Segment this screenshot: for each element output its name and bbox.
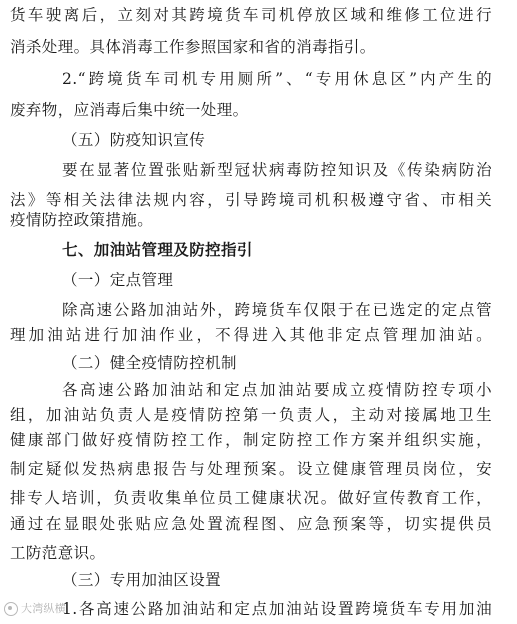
paragraph-line: 除高速公路加油站外，跨境货车仅限于在已选定的定点管: [62, 301, 492, 319]
paragraph-line: 2.“跨境货车司机专用厕所”、“专用休息区”内产生的: [62, 70, 492, 88]
paragraph-line: 各高速公路加油站和定点加油站要成立疫情防控专项小: [62, 381, 492, 399]
paragraph-line: 法》等相关法律法规内容，引导跨境司机积极遵守省、市相关: [10, 191, 492, 209]
chapter-heading: 七、加油站管理及防控指引: [62, 241, 253, 259]
paragraph-line: 理加油站进行加油作业，不得进入其他非定点管理加油站。: [10, 326, 492, 344]
paragraph-line: 组，加油站负责人是疫情防控第一负责人，主动对接属地卫生: [10, 406, 492, 424]
watermark: [4, 600, 66, 616]
watermark-text: 大湾纵横: [21, 602, 66, 615]
paragraph-line: 工防范意识。: [10, 544, 106, 562]
section-heading: （三）专用加油区设置: [62, 571, 222, 589]
paragraph-line: 货车驶离后，立刻对其跨境货车司机停放区域和维修工位进行: [10, 6, 492, 24]
paragraph-line: 废弃物，应消毒后集中统一处理。: [10, 101, 249, 119]
section-heading: （五）防疫知识宣传: [62, 131, 206, 149]
paragraph-line: 要在显著位置张贴新型冠状病毒防控知识及《传染病防治: [62, 161, 492, 179]
paragraph-line: 疫情防控政策措施。: [10, 211, 154, 229]
paragraph-line: 健康部门做好疫情防控工作，制定防控工作方案并组织实施，: [10, 431, 492, 449]
paragraph-line: 制定疑似发热病患报告与处理预案。设立健康管理员岗位，安: [10, 460, 492, 478]
watermark-logo-icon: [4, 602, 18, 616]
section-heading: （二）健全疫情防控机制: [62, 354, 237, 372]
paragraph-line: 1.各高速公路加油站和定点加油站设置跨境货车专用加油: [62, 600, 492, 618]
paragraph-line: 消杀处理。具体消毒工作参照国家和省的消毒指引。: [10, 38, 376, 56]
paragraph-line: 排专人培训，负责收集单位员工健康状况。做好宣传教育工作，: [10, 489, 492, 507]
paragraph-line: 通过在显眼处张贴应急处置流程图、应急预案等，切实提供员: [10, 515, 492, 533]
section-heading: （一）定点管理: [62, 271, 174, 289]
